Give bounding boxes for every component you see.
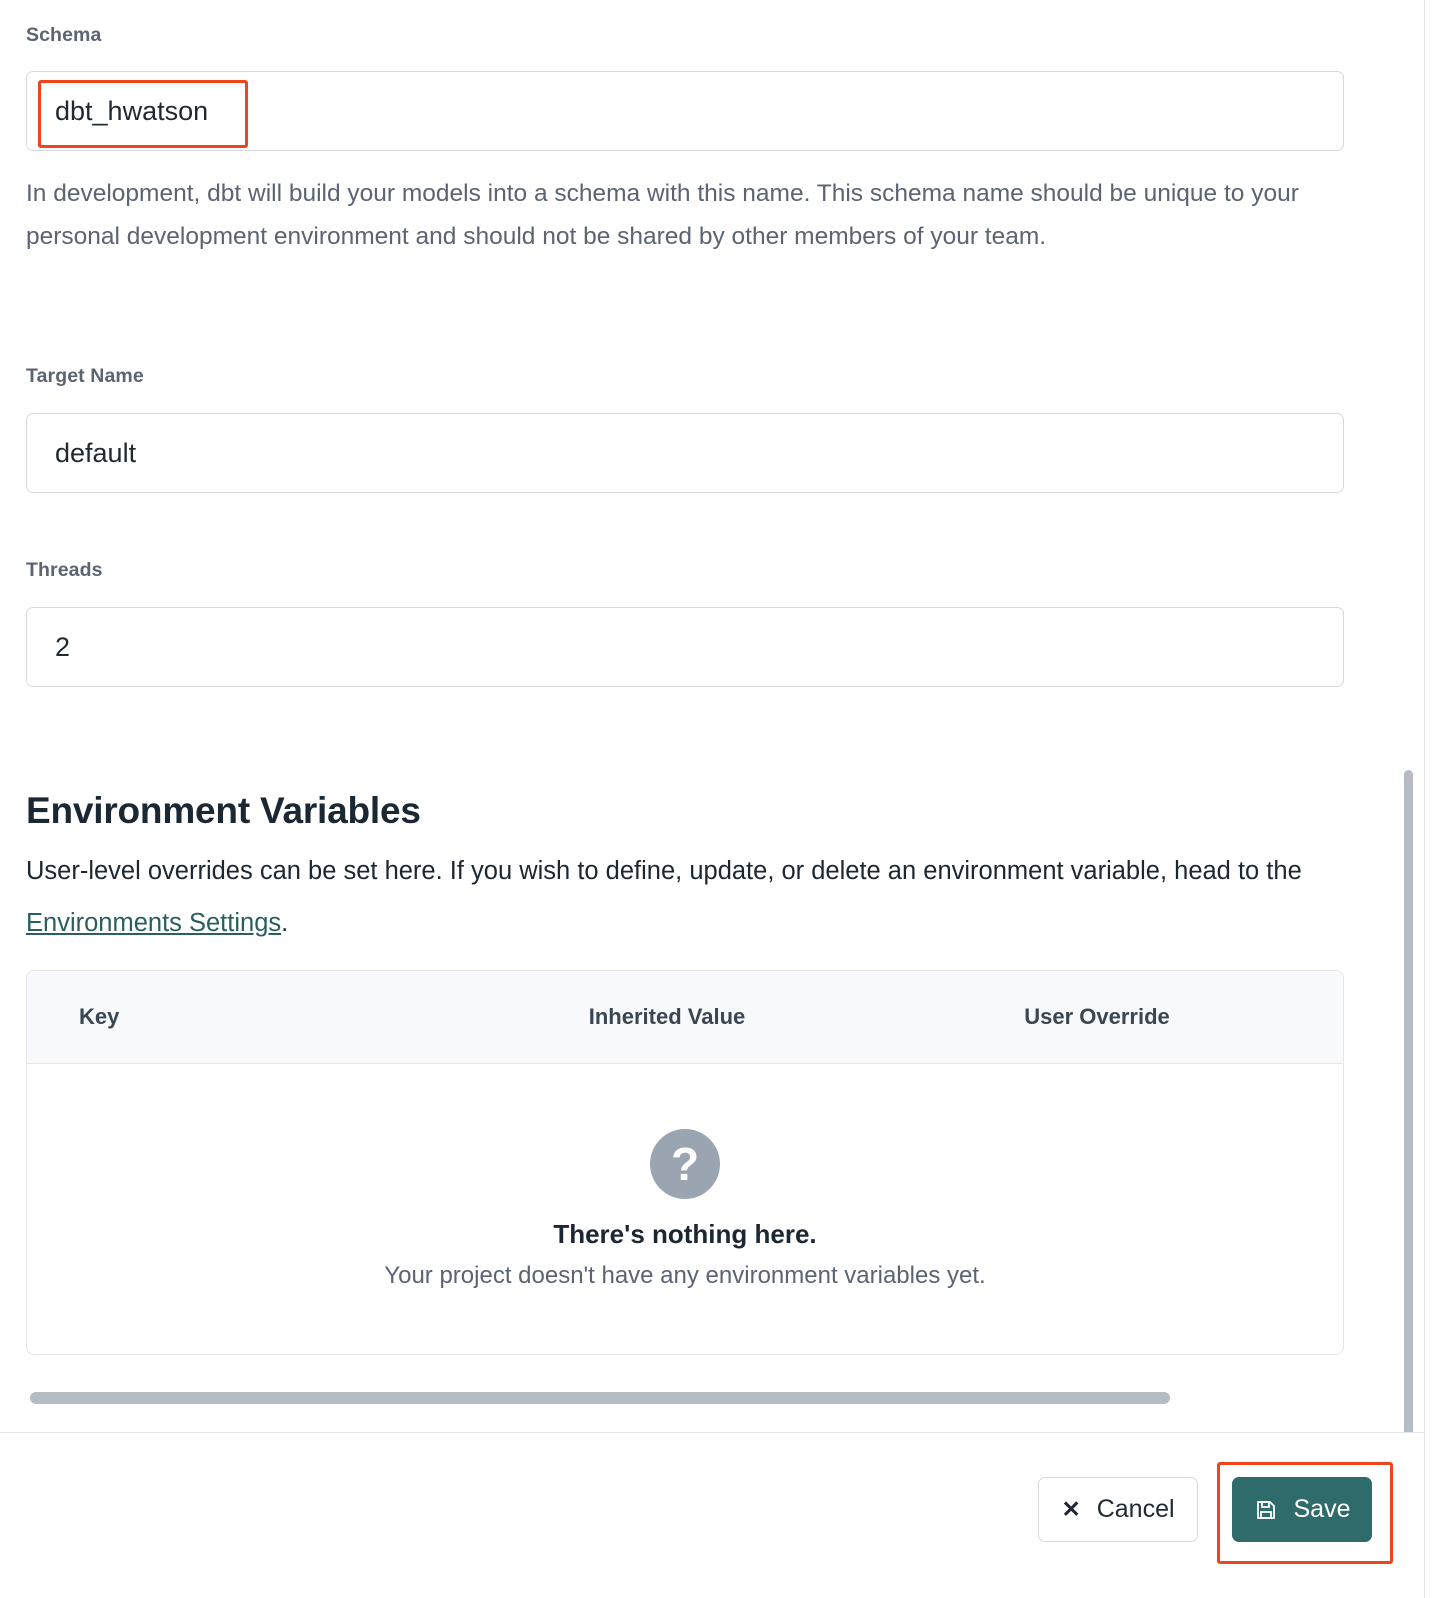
environment-variables-table	[26, 970, 1344, 1355]
threads-label: Threads	[26, 559, 103, 581]
table-horizontal-scrollbar-thumb[interactable]	[30, 1392, 1170, 1404]
target-name-label: Target Name	[26, 365, 144, 387]
column-header-inherited-value: Inherited Value	[588, 1004, 746, 1029]
schema-help-text: In development, dbt will build your models into a schema with this name. This schema name should be unique to your personal development environment and should not be shared by other members of your team.	[26, 180, 1299, 250]
empty-state-title: There's nothing here.	[553, 1218, 817, 1249]
floppy-disk-save-icon	[1254, 1498, 1278, 1522]
panel-vertical-scrollbar[interactable]	[1404, 770, 1413, 1460]
save-button-label: Save	[1293, 1495, 1351, 1523]
empty-state-subtitle: Your project doesn't have any environment variables yet.	[384, 1261, 986, 1289]
environment-variables-description	[26, 845, 1346, 949]
question-mark-icon: ?	[650, 1129, 720, 1199]
cancel-button[interactable]	[1038, 1477, 1198, 1542]
panel-right-divider	[1424, 0, 1425, 1598]
threads-input[interactable]: 2	[26, 607, 1344, 687]
footer-bar	[0, 1433, 1424, 1598]
close-x-icon: ✕	[1061, 1496, 1081, 1522]
env-desc-after: .	[281, 909, 289, 937]
save-button[interactable]	[1232, 1477, 1372, 1542]
table-header-row	[27, 971, 1343, 1064]
environment-variables-title: Environment Variables	[26, 790, 421, 831]
cancel-button-label: Cancel	[1096, 1495, 1175, 1523]
column-header-key: Key	[79, 1004, 120, 1029]
empty-state	[27, 1064, 1343, 1354]
schema-label: Schema	[26, 24, 102, 46]
env-desc-before: User-level overrides can be set here. If you wish to define, update, or delete an environment variable, head to the	[26, 857, 1302, 885]
column-header-user-override: User Override	[1024, 1004, 1170, 1029]
environments-settings-link[interactable]: Environments Settings	[26, 909, 282, 937]
schema-input[interactable]: dbt_hwatson	[26, 71, 1344, 151]
target-name-input[interactable]: default	[26, 413, 1344, 493]
